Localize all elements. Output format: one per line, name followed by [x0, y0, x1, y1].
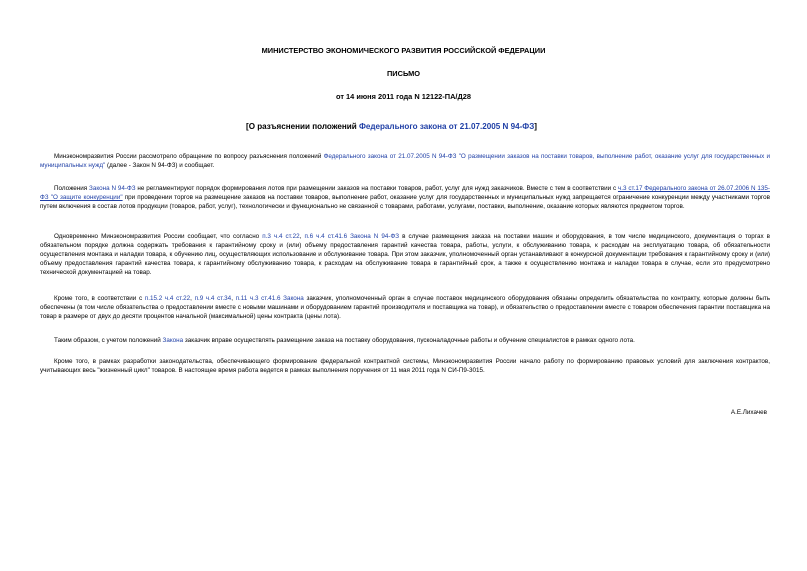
- p4-law-link-3[interactable]: п.11 ч.3 ст.41.6 Закона: [235, 295, 304, 302]
- p3-law-link-2[interactable]: п.6 ч.4 ст.41.6 Закона N 94-ФЗ: [304, 233, 400, 240]
- p5-law-link[interactable]: Закона: [162, 337, 184, 344]
- paragraph-5: [40, 336, 770, 345]
- signature: А.Е.Лихачев: [730, 409, 767, 416]
- title-prefix: [О разъяснении положений: [246, 122, 359, 131]
- date-number-heading: от 14 июня 2011 года N 12122-ПА/Д28: [336, 92, 471, 101]
- title-law-link[interactable]: Федерального закона от 21.07.2005 N 94-ФЗ: [358, 122, 535, 131]
- p2-law-link-2[interactable]: ч.3 ст.17 Федерального закона от 26.07.2006 N 135-ФЗ "О защите конкуренции": [40, 185, 770, 202]
- p1-text-2: (далее - Закон N 94-ФЗ) и сообщает.: [105, 162, 215, 170]
- title-suffix: ]: [534, 122, 537, 131]
- p1-law-link[interactable]: Федерального закона от 21.07.2005 N 94-ФЗ "О размещении заказов на поставки товаров, выполнение работ, оказание услуг для государственных и муниципальных нужд": [40, 153, 770, 170]
- p2-text-2: не регламентируют порядок формирования лотов при размещении заказов на поставки товаров, работ, услуг для нужд заказчиков. Вместе с тем в соответствии с: [135, 185, 618, 192]
- p3-text-2: ,: [299, 233, 305, 240]
- p5-text-2: заказчик вправе осуществлять размещение заказа на поставку оборудования, пусконаладочные работы и обучение специалистов в рамках одного лота.: [183, 337, 635, 344]
- p4-law-link-1[interactable]: п.15.2 ч.4 ст.22: [144, 295, 191, 302]
- p2-law-link-1[interactable]: Закона N 94-ФЗ: [89, 185, 136, 192]
- paragraph-2: [40, 184, 770, 211]
- paragraph-6: [40, 357, 770, 375]
- document-title: [246, 122, 537, 132]
- p4-text-2: ,: [190, 295, 195, 302]
- p2-text-1: Положения: [54, 185, 90, 192]
- p6-text-1: Кроме того, в рамках разработки законодательства, обеспечивающего формирование федеральной контрактной системы, Минэкономразвития России начало работу по формированию правовых условий для заключения контрактов, учитывающих весь "жизненный цикл" товаров. В настоящее время работа ведется в рамках выполнения поручения от 11 мая 2011 года N СИ-П9-3015.: [40, 358, 770, 375]
- paragraph-1: [40, 152, 770, 170]
- p4-text-1: Кроме того, в соответствии с: [54, 295, 145, 302]
- p3-text-1: Одновременно Минэкономразвития России сообщает, что согласно: [54, 233, 263, 240]
- doc-type-heading: ПИСЬМО: [387, 69, 420, 78]
- paragraph-3: [40, 232, 770, 277]
- p4-law-link-2[interactable]: п.9 ч.4 ст.34: [194, 295, 232, 302]
- ministry-heading: МИНИСТЕРСТВО ЭКОНОМИЧЕСКОГО РАЗВИТИЯ РОССИЙСКОЙ ФЕДЕРАЦИИ: [261, 46, 546, 55]
- p3-text-3: в случае размещения заказа на поставки машин и оборудования, в том числе медицинского, документация о торгах в обязательном порядке должна содержать требования к гарантийному сроку и (или) объему предоставления гарантий качества товара, работы, услуги, к обслуживанию товара, к расходам на эксплуатацию товара, об обязательности осуществления монтажа и наладки товара, к обучению лиц, осуществляющих использование и обслуживание товара. При этом заказчик, уполномоченный орган устанавливают в конкурсной документации требования к гарантийному сроку и (или) объему предоставления гарантий качества товара, к гарантийному обслуживанию товара, к расходам на обслуживание товара в гарантийный срок, а также к осуществлению монтажа и наладки товара в случае, если это предусмотрено технической документацией на товар.: [40, 233, 771, 277]
- p3-law-link-1[interactable]: п.3 ч.4 ст.22: [262, 233, 300, 240]
- p2-text-3: при проведении торгов на размещение заказов на поставки товаров, выполнение работ, оказание услуг для государственных и муниципальных нужд запрещается ограничение конкуренции между участниками торгов путем включения в состав лотов продукции (товаров, работ, услуг), технологически и функционально не связанной с товарами, работами, услугами, поставки, выполнение, оказание которых являются предметом торгов.: [40, 194, 770, 211]
- p1-text-1: Минэкономразвития России рассмотрело обращение по вопросу разъяснения положений: [54, 153, 324, 160]
- p4-text-4: заказчик, уполномоченный орган в случае поставок медицинского оборудования обязаны определить обязательства по контракту, которые должны быть обеспечены (в том числе обязательства о предоставлении вместе с новыми машинами и оборудованием гарантий производителя и поставщика на товар), и обязательство о предоставлении вместе с товаром обеспечения гарантии поставщика на товар в размере от двух до десяти процентов начальной (максимальной) цены контракта (цены лота).: [40, 295, 771, 321]
- p4-text-3: ,: [231, 295, 236, 302]
- paragraph-4: [40, 294, 770, 321]
- p5-text-1: Таким образом, с учетом положений: [54, 337, 163, 344]
